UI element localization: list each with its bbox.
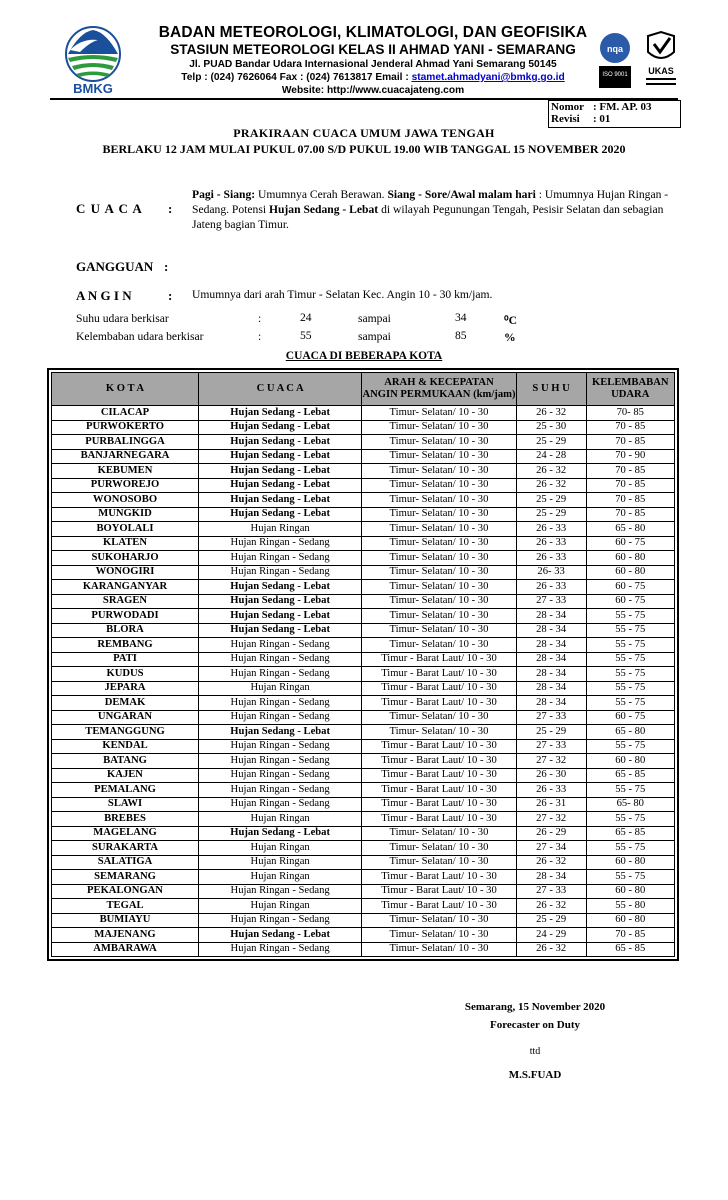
humidity-cell: 55 - 75 (586, 667, 675, 682)
humidity-cell: 60 - 75 (586, 710, 675, 725)
wind-cell: Timur- Selatan/ 10 - 30 (362, 609, 517, 624)
city-cell: AMBARAWA (52, 942, 199, 957)
kelembaban-max: 85 (455, 329, 467, 342)
suhu-colon: : (258, 312, 262, 325)
weather-cell: Hujan Ringan - Sedang (199, 768, 362, 783)
humidity-cell: 60 - 80 (586, 855, 675, 870)
temperature-cell: 28 - 34 (516, 696, 586, 711)
wind-cell: Timur - Barat Laut/ 10 - 30 (362, 899, 517, 914)
wind-cell: Timur - Barat Laut/ 10 - 30 (362, 667, 517, 682)
temperature-cell: 25 - 29 (516, 493, 586, 508)
cuaca-label: C U A C A (76, 201, 143, 216)
table-row (52, 710, 675, 725)
temperature-cell: 26 - 29 (516, 826, 586, 841)
email-link[interactable]: stamet.ahmadyani@bmkg.go.id (411, 72, 565, 83)
table-row (52, 797, 675, 812)
cuaca-colon: : (168, 201, 173, 216)
weather-cell: Hujan Ringan (199, 681, 362, 696)
table-row (52, 623, 675, 638)
humidity-cell: 55 - 75 (586, 638, 675, 653)
city-cell: PEMALANG (52, 783, 199, 798)
weather-cell: Hujan Ringan (199, 522, 362, 537)
temperature-cell: 26 - 32 (516, 478, 586, 493)
cuaca-description: Pagi - Siang: Umumnya Cerah Berawan. Siang - Sore/Awal malam hari : Umumnya Hujan Ringan - Sedang. Potensi Hujan Sedang - Lebat di wilayah Pegunungan Tengah, Pesisir Selatan dan sebagian Jateng bagian Timur. (192, 188, 669, 231)
contact (138, 71, 608, 84)
table-row (52, 565, 675, 580)
angin-description: Umumnya dari arah Timur - Selatan Kec. Angin 10 - 30 km/jam. (192, 288, 493, 301)
weather-cell: Hujan Ringan (199, 841, 362, 856)
table-row (52, 754, 675, 769)
letterhead-text (138, 24, 608, 97)
weather-cell: Hujan Sedang - Lebat (199, 580, 362, 595)
city-cell: PURWOREJO (52, 478, 199, 493)
city-cell: WONOGIRI (52, 565, 199, 580)
table-row (52, 478, 675, 493)
angin-colon: : (168, 288, 173, 303)
wind-cell: Timur - Barat Laut/ 10 - 30 (362, 870, 517, 885)
org-name: BADAN METEOROLOGI, KLIMATOLOGI, DAN GEOFISIKA (158, 24, 588, 41)
humidity-cell: 70 - 85 (586, 464, 675, 479)
wind-cell: Timur- Selatan/ 10 - 30 (362, 725, 517, 740)
table-row (52, 406, 675, 421)
table-row (52, 812, 675, 827)
cert-label-iso: ISO 9001 (602, 72, 628, 78)
temperature-cell: 26 - 33 (516, 580, 586, 595)
suhu-sampai: sampai (358, 312, 391, 325)
kelembaban-unit: % (504, 331, 516, 344)
weather-cell: Hujan Ringan (199, 899, 362, 914)
weather-cell: Hujan Ringan - Sedang (199, 884, 362, 899)
weather-cell: Hujan Ringan - Sedang (199, 638, 362, 653)
weather-cell: Hujan Sedang - Lebat (199, 623, 362, 638)
table-row (52, 696, 675, 711)
humidity-cell: 70 - 85 (586, 507, 675, 522)
weather-cell: Hujan Ringan (199, 870, 362, 885)
city-cell: BATANG (52, 754, 199, 769)
humidity-cell: 70 - 90 (586, 449, 675, 464)
station-name: STASIUN METEOROLOGI KELAS II AHMAD YANI - SEMARANG (170, 42, 576, 57)
humidity-cell: 65 - 85 (586, 942, 675, 957)
place-date: Semarang, 15 November 2020 (464, 1001, 606, 1013)
wind-cell: Timur- Selatan/ 10 - 30 (362, 826, 517, 841)
suhu-min: 24 (300, 311, 312, 324)
table-row (52, 870, 675, 885)
humidity-cell: 60 - 75 (586, 580, 675, 595)
table-row (52, 652, 675, 667)
table-row (52, 783, 675, 798)
city-cell: PURWOKERTO (52, 420, 199, 435)
table-row (52, 899, 675, 914)
revisi-value: : 01 (593, 113, 611, 125)
weather-cell: Hujan Sedang - Lebat (199, 725, 362, 740)
city-cell: BOYOLALI (52, 522, 199, 537)
weather-cell: Hujan Sedang - Lebat (199, 493, 362, 508)
humidity-cell: 70 - 85 (586, 420, 675, 435)
wind-cell: Timur- Selatan/ 10 - 30 (362, 449, 517, 464)
humidity-cell: 60 - 75 (586, 536, 675, 551)
weather-cell: Hujan Sedang - Lebat (199, 449, 362, 464)
svg-text:nqa: nqa (606, 44, 624, 54)
wind-cell: Timur- Selatan/ 10 - 30 (362, 464, 517, 479)
humidity-cell: 55 - 75 (586, 652, 675, 667)
table-header-row (52, 373, 675, 406)
humidity-cell: 65 - 85 (586, 826, 675, 841)
humidity-cell: 55 - 75 (586, 681, 675, 696)
humidity-cell: 65 - 80 (586, 725, 675, 740)
temperature-cell: 27 - 33 (516, 739, 586, 754)
revisi-label: Revisi (551, 113, 580, 125)
city-cell: PURWODADI (52, 609, 199, 624)
city-cell: SEMARANG (52, 870, 199, 885)
weather-cell: Hujan Ringan - Sedang (199, 565, 362, 580)
wind-cell: Timur- Selatan/ 10 - 30 (362, 420, 517, 435)
header-kota: K O T A (52, 373, 199, 406)
header-suhu: S U H U (516, 373, 586, 406)
humidity-cell: 70 - 85 (586, 928, 675, 943)
weather-cell: Hujan Sedang - Lebat (199, 406, 362, 421)
table-row (52, 536, 675, 551)
temperature-cell: 24 - 29 (516, 928, 586, 943)
wind-cell: Timur- Selatan/ 10 - 30 (362, 623, 517, 638)
humidity-cell: 60 - 75 (586, 594, 675, 609)
table-row (52, 725, 675, 740)
header-kelembaban: KELEMBABAN UDARA (586, 373, 675, 406)
nomor-value: : FM. AP. 03 (593, 101, 652, 113)
wind-cell: Timur- Selatan/ 10 - 30 (362, 841, 517, 856)
wind-cell: Timur - Barat Laut/ 10 - 30 (362, 812, 517, 827)
wind-cell: Timur- Selatan/ 10 - 30 (362, 580, 517, 595)
table-row (52, 826, 675, 841)
humidity-cell: 55 - 75 (586, 783, 675, 798)
wind-cell: Timur- Selatan/ 10 - 30 (362, 406, 517, 421)
signature-ttd: ttd (529, 1046, 541, 1057)
table-row (52, 884, 675, 899)
temperature-cell: 27 - 33 (516, 884, 586, 899)
wind-cell: Timur- Selatan/ 10 - 30 (362, 435, 517, 450)
city-cell: SURAKARTA (52, 841, 199, 856)
table-row (52, 420, 675, 435)
wind-cell: Timur- Selatan/ 10 - 30 (362, 855, 517, 870)
weather-cell: Hujan Ringan - Sedang (199, 696, 362, 711)
humidity-cell: 55 - 75 (586, 812, 675, 827)
kelembaban-min: 55 (300, 329, 312, 342)
kelembaban-label: Kelembaban udara berkisar (76, 330, 204, 343)
table-row (52, 739, 675, 754)
temperature-cell: 25 - 29 (516, 725, 586, 740)
wind-cell: Timur- Selatan/ 10 - 30 (362, 507, 517, 522)
humidity-cell: 55 - 75 (586, 870, 675, 885)
table-row (52, 913, 675, 928)
temperature-cell: 26 - 30 (516, 768, 586, 783)
wind-cell: Timur - Barat Laut/ 10 - 30 (362, 754, 517, 769)
weather-cell: Hujan Ringan - Sedang (199, 652, 362, 667)
humidity-cell: 65 - 85 (586, 768, 675, 783)
table-row (52, 942, 675, 957)
weather-cell: Hujan Ringan - Sedang (199, 710, 362, 725)
header-cuaca: C U A C A (199, 373, 362, 406)
kelembaban-sampai: sampai (358, 330, 391, 343)
wind-cell: Timur - Barat Laut/ 10 - 30 (362, 696, 517, 711)
weather-cell: Hujan Sedang - Lebat (199, 928, 362, 943)
city-cell: BUMIAYU (52, 913, 199, 928)
table-row (52, 841, 675, 856)
city-cell: SLAWI (52, 797, 199, 812)
forecaster-role: Forecaster on Duty (489, 1019, 581, 1031)
address: Jl. PUAD Bandar Udara Internasional Jenderal Ahmad Yani Semarang 50145 (189, 59, 557, 70)
wind-cell: Timur- Selatan/ 10 - 30 (362, 638, 517, 653)
city-cell: TEGAL (52, 899, 199, 914)
nomor-label: Nomor (551, 101, 584, 113)
weather-cell: Hujan Ringan (199, 812, 362, 827)
city-cell: SUKOHARJO (52, 551, 199, 566)
wind-cell: Timur - Barat Laut/ 10 - 30 (362, 884, 517, 899)
table-row (52, 449, 675, 464)
weather-cell: Hujan Ringan - Sedang (199, 797, 362, 812)
temperature-cell: 25 - 29 (516, 913, 586, 928)
wind-cell: Timur- Selatan/ 10 - 30 (362, 536, 517, 551)
temperature-cell: 27 - 33 (516, 594, 586, 609)
table-row (52, 493, 675, 508)
table-row (52, 667, 675, 682)
humidity-cell: 55 - 80 (586, 899, 675, 914)
city-cell: MAGELANG (52, 826, 199, 841)
temperature-cell: 28 - 34 (516, 652, 586, 667)
forecaster-name: M.S.FUAD (508, 1069, 562, 1081)
city-cell: SALATIGA (52, 855, 199, 870)
temperature-cell: 27 - 32 (516, 754, 586, 769)
table-title: CUACA DI BEBERAPA KOTA (285, 350, 443, 362)
temperature-cell: 26 - 32 (516, 942, 586, 957)
city-cell: WONOSOBO (52, 493, 199, 508)
temperature-cell: 26 - 31 (516, 797, 586, 812)
humidity-cell: 70- 85 (586, 406, 675, 421)
letterhead (50, 24, 690, 96)
table-row (52, 551, 675, 566)
page-subtitle: BERLAKU 12 JAM MULAI PUKUL 07.00 S/D PUKUL 19.00 WIB TANGGAL 15 NOVEMBER 2020 (102, 142, 626, 156)
humidity-cell: 65- 80 (586, 797, 675, 812)
gangguan-label: GANGGUAN (76, 259, 154, 274)
city-cell: PEKALONGAN (52, 884, 199, 899)
suhu-max: 34 (455, 311, 467, 324)
humidity-cell: 55 - 75 (586, 739, 675, 754)
city-cell: REMBANG (52, 638, 199, 653)
city-cell: BREBES (52, 812, 199, 827)
table-row (52, 522, 675, 537)
temperature-cell: 27 - 32 (516, 812, 586, 827)
wind-cell: Timur- Selatan/ 10 - 30 (362, 928, 517, 943)
wind-cell: Timur - Barat Laut/ 10 - 30 (362, 681, 517, 696)
humidity-cell: 60 - 80 (586, 913, 675, 928)
temperature-cell: 27 - 33 (516, 710, 586, 725)
table-row (52, 928, 675, 943)
temperature-cell: 26 - 32 (516, 899, 586, 914)
humidity-cell: 55 - 75 (586, 623, 675, 638)
table-row (52, 464, 675, 479)
weather-cell: Hujan Sedang - Lebat (199, 609, 362, 624)
city-forecast-table (51, 372, 675, 957)
website[interactable]: Website: http://www.cuacajateng.com (281, 85, 465, 96)
humidity-cell: 70 - 85 (586, 493, 675, 508)
weather-cell: Hujan Ringan - Sedang (199, 551, 362, 566)
city-forecast-table-frame (47, 368, 679, 961)
angin-label: A N G I N (76, 288, 132, 303)
city-cell: KEBUMEN (52, 464, 199, 479)
temperature-cell: 26 - 33 (516, 536, 586, 551)
weather-cell: Hujan Sedang - Lebat (199, 435, 362, 450)
weather-cell: Hujan Ringan - Sedang (199, 739, 362, 754)
temperature-cell: 25 - 30 (516, 420, 586, 435)
table-row (52, 855, 675, 870)
weather-cell: Hujan Ringan - Sedang (199, 754, 362, 769)
city-cell: KENDAL (52, 739, 199, 754)
temperature-cell: 28 - 34 (516, 667, 586, 682)
temperature-cell: 28 - 34 (516, 870, 586, 885)
temperature-cell: 27 - 34 (516, 841, 586, 856)
temperature-cell: 26 - 32 (516, 855, 586, 870)
wind-cell: Timur- Selatan/ 10 - 30 (362, 551, 517, 566)
wind-cell: Timur - Barat Laut/ 10 - 30 (362, 783, 517, 798)
wind-cell: Timur - Barat Laut/ 10 - 30 (362, 652, 517, 667)
wind-cell: Timur- Selatan/ 10 - 30 (362, 913, 517, 928)
table-row (52, 435, 675, 450)
city-cell: KARANGANYAR (52, 580, 199, 595)
city-cell: BLORA (52, 623, 199, 638)
suhu-label: Suhu udara berkisar (76, 312, 169, 325)
wind-cell: Timur - Barat Laut/ 10 - 30 (362, 797, 517, 812)
ukas-badge-icon (640, 30, 682, 90)
contact-prefix: Telp : (024) 7626064 Fax : (024) 7613817 Email : (181, 72, 412, 83)
page-title: PRAKIRAAN CUACA UMUM JAWA TENGAH (233, 126, 495, 140)
humidity-cell: 60 - 80 (586, 551, 675, 566)
wind-cell: Timur - Barat Laut/ 10 - 30 (362, 739, 517, 754)
logo-text: BMKG (73, 81, 113, 96)
bmkg-logo-icon (50, 24, 136, 96)
humidity-cell: 65 - 80 (586, 522, 675, 537)
wind-cell: Timur- Selatan/ 10 - 30 (362, 493, 517, 508)
cert-label-ukas: UKAS (648, 66, 674, 76)
suhu-unit: ⁰C (504, 314, 518, 327)
table-row (52, 638, 675, 653)
humidity-cell: 70 - 85 (586, 478, 675, 493)
city-cell: CILACAP (52, 406, 199, 421)
wind-cell: Timur- Selatan/ 10 - 30 (362, 478, 517, 493)
weather-cell: Hujan Sedang - Lebat (199, 464, 362, 479)
temperature-cell: 25 - 29 (516, 435, 586, 450)
weather-cell: Hujan Ringan - Sedang (199, 536, 362, 551)
table-row (52, 507, 675, 522)
city-cell: UNGARAN (52, 710, 199, 725)
table-row (52, 681, 675, 696)
gangguan-colon: : (164, 259, 169, 274)
city-cell: BANJARNEGARA (52, 449, 199, 464)
humidity-cell: 55 - 75 (586, 609, 675, 624)
temperature-cell: 28 - 34 (516, 623, 586, 638)
humidity-cell: 70 - 85 (586, 435, 675, 450)
table-row (52, 594, 675, 609)
humidity-cell: 60 - 80 (586, 754, 675, 769)
humidity-cell: 60 - 80 (586, 884, 675, 899)
weather-cell: Hujan Ringan (199, 855, 362, 870)
table-row (52, 609, 675, 624)
city-cell: MAJENANG (52, 928, 199, 943)
weather-cell: Hujan Ringan - Sedang (199, 913, 362, 928)
temperature-cell: 26 - 32 (516, 406, 586, 421)
kelembaban-colon: : (258, 330, 262, 343)
weather-cell: Hujan Ringan - Sedang (199, 942, 362, 957)
wind-cell: Timur- Selatan/ 10 - 30 (362, 594, 517, 609)
temperature-cell: 26- 33 (516, 565, 586, 580)
temperature-cell: 24 - 28 (516, 449, 586, 464)
city-cell: MUNGKID (52, 507, 199, 522)
city-cell: TEMANGGUNG (52, 725, 199, 740)
city-cell: KAJEN (52, 768, 199, 783)
weather-cell: Hujan Sedang - Lebat (199, 478, 362, 493)
temperature-cell: 26 - 32 (516, 464, 586, 479)
city-cell: KUDUS (52, 667, 199, 682)
city-cell: KLATEN (52, 536, 199, 551)
header-angin: ARAH & KECEPATAN ANGIN PERMUKAAN (km/jam) (362, 373, 517, 406)
city-cell: PATI (52, 652, 199, 667)
temperature-cell: 26 - 33 (516, 522, 586, 537)
wind-cell: Timur- Selatan/ 10 - 30 (362, 565, 517, 580)
city-cell: JEPARA (52, 681, 199, 696)
temperature-cell: 26 - 33 (516, 551, 586, 566)
wind-cell: Timur- Selatan/ 10 - 30 (362, 710, 517, 725)
temperature-cell: 26 - 33 (516, 783, 586, 798)
city-cell: DEMAK (52, 696, 199, 711)
temperature-cell: 25 - 29 (516, 507, 586, 522)
humidity-cell: 55 - 75 (586, 696, 675, 711)
temperature-cell: 28 - 34 (516, 681, 586, 696)
table-row (52, 580, 675, 595)
wind-cell: Timur- Selatan/ 10 - 30 (362, 942, 517, 957)
weather-cell: Hujan Sedang - Lebat (199, 507, 362, 522)
wind-cell: Timur - Barat Laut/ 10 - 30 (362, 768, 517, 783)
wind-cell: Timur- Selatan/ 10 - 30 (362, 522, 517, 537)
weather-cell: Hujan Ringan - Sedang (199, 783, 362, 798)
weather-cell: Hujan Sedang - Lebat (199, 594, 362, 609)
weather-cell: Hujan Sedang - Lebat (199, 420, 362, 435)
weather-cell: Hujan Ringan - Sedang (199, 667, 362, 682)
temperature-cell: 28 - 34 (516, 638, 586, 653)
city-cell: PURBALINGGA (52, 435, 199, 450)
table-row (52, 768, 675, 783)
city-cell: SRAGEN (52, 594, 199, 609)
humidity-cell: 55 - 75 (586, 841, 675, 856)
humidity-cell: 60 - 80 (586, 565, 675, 580)
temperature-cell: 28 - 34 (516, 609, 586, 624)
weather-cell: Hujan Sedang - Lebat (199, 826, 362, 841)
iso-9001-badge-icon (594, 30, 636, 90)
form-number-box (548, 100, 681, 128)
